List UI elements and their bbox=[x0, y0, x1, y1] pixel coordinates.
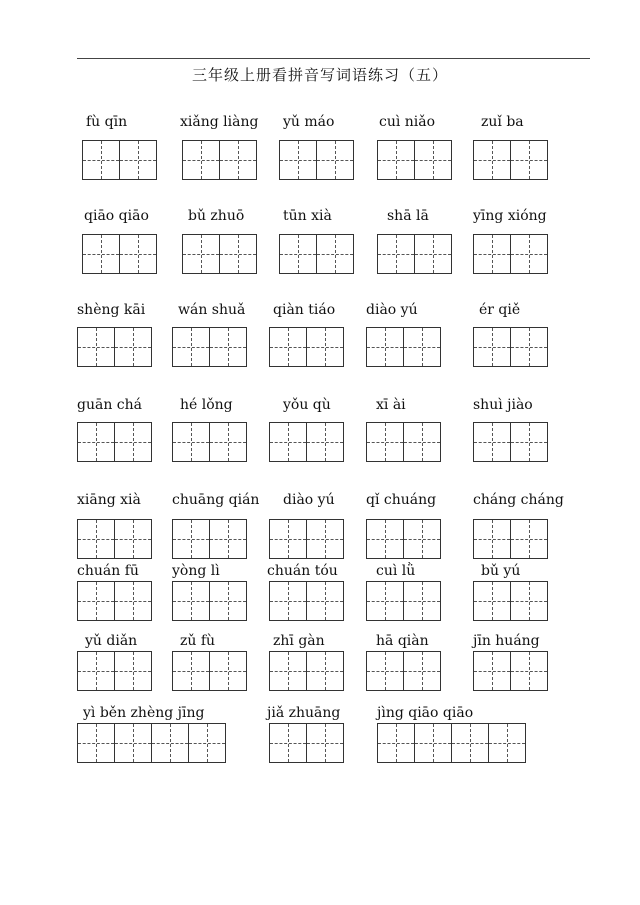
pinyin-label: cuì lǜ bbox=[376, 563, 416, 579]
writing-grid bbox=[473, 651, 548, 691]
tian-zi-cell[interactable] bbox=[82, 234, 120, 274]
pinyin-label: yòng lì bbox=[172, 563, 220, 579]
tian-zi-cell[interactable] bbox=[119, 140, 157, 180]
pinyin-label: chuāng qián bbox=[172, 492, 260, 508]
pinyin-label: guān chá bbox=[77, 397, 142, 413]
tian-zi-cell[interactable] bbox=[77, 327, 115, 367]
tian-zi-cell[interactable] bbox=[306, 519, 344, 559]
pinyin-label: ér qiě bbox=[479, 302, 521, 318]
writing-grid bbox=[82, 234, 157, 274]
tian-zi-cell[interactable] bbox=[182, 234, 220, 274]
tian-zi-cell[interactable] bbox=[510, 422, 548, 462]
pinyin-label: qǐ chuáng bbox=[366, 492, 437, 508]
tian-zi-cell[interactable] bbox=[188, 723, 226, 763]
writing-grid bbox=[473, 234, 548, 274]
tian-zi-cell[interactable] bbox=[414, 234, 452, 274]
pinyin-label: xiǎng liàng bbox=[180, 114, 259, 130]
tian-zi-cell[interactable] bbox=[306, 723, 344, 763]
tian-zi-cell[interactable] bbox=[269, 422, 307, 462]
tian-zi-cell[interactable] bbox=[316, 234, 354, 274]
pinyin-label: diào yú bbox=[366, 302, 418, 318]
writing-grid bbox=[279, 234, 354, 274]
header-rule bbox=[77, 58, 590, 59]
tian-zi-cell[interactable] bbox=[209, 651, 247, 691]
tian-zi-cell[interactable] bbox=[209, 327, 247, 367]
tian-zi-cell[interactable] bbox=[269, 723, 307, 763]
tian-zi-cell[interactable] bbox=[510, 327, 548, 367]
writing-grid bbox=[77, 327, 152, 367]
tian-zi-cell[interactable] bbox=[510, 581, 548, 621]
tian-zi-cell[interactable] bbox=[114, 723, 152, 763]
writing-grid bbox=[269, 519, 344, 559]
tian-zi-cell[interactable] bbox=[182, 140, 220, 180]
tian-zi-cell[interactable] bbox=[366, 651, 404, 691]
writing-grid bbox=[473, 581, 548, 621]
pinyin-label: fù qīn bbox=[86, 114, 128, 130]
tian-zi-cell[interactable] bbox=[473, 581, 511, 621]
writing-grid bbox=[77, 651, 152, 691]
tian-zi-cell[interactable] bbox=[510, 234, 548, 274]
writing-grid bbox=[377, 140, 452, 180]
tian-zi-cell[interactable] bbox=[451, 723, 489, 763]
tian-zi-cell[interactable] bbox=[114, 422, 152, 462]
tian-zi-cell[interactable] bbox=[114, 581, 152, 621]
tian-zi-cell[interactable] bbox=[77, 519, 115, 559]
writing-grid bbox=[279, 140, 354, 180]
writing-grid bbox=[77, 581, 152, 621]
pinyin-label: yǒu qù bbox=[283, 397, 331, 413]
pinyin-label: qiàn tiáo bbox=[273, 302, 336, 318]
pinyin-label: chuán tóu bbox=[267, 563, 338, 579]
tian-zi-cell[interactable] bbox=[414, 723, 452, 763]
writing-grid bbox=[269, 651, 344, 691]
writing-grid bbox=[172, 422, 247, 462]
pinyin-label: bǔ yú bbox=[481, 563, 521, 579]
tian-zi-cell[interactable] bbox=[172, 327, 210, 367]
tian-zi-cell[interactable] bbox=[172, 581, 210, 621]
tian-zi-cell[interactable] bbox=[316, 140, 354, 180]
writing-grid bbox=[182, 234, 257, 274]
tian-zi-cell[interactable] bbox=[151, 723, 189, 763]
writing-grid bbox=[366, 327, 441, 367]
pinyin-label: yì běn zhèng jīng bbox=[83, 705, 205, 721]
pinyin-label: zhī gàn bbox=[273, 633, 325, 649]
tian-zi-cell[interactable] bbox=[269, 327, 307, 367]
tian-zi-cell[interactable] bbox=[269, 519, 307, 559]
tian-zi-cell[interactable] bbox=[172, 651, 210, 691]
pinyin-label: xiāng xià bbox=[77, 492, 141, 508]
tian-zi-cell[interactable] bbox=[377, 234, 415, 274]
tian-zi-cell[interactable] bbox=[366, 422, 404, 462]
tian-zi-cell[interactable] bbox=[279, 140, 317, 180]
tian-zi-cell[interactable] bbox=[366, 519, 404, 559]
pinyin-label: jīn huáng bbox=[473, 633, 540, 649]
tian-zi-cell[interactable] bbox=[306, 422, 344, 462]
tian-zi-cell[interactable] bbox=[403, 327, 441, 367]
tian-zi-cell[interactable] bbox=[377, 140, 415, 180]
tian-zi-cell[interactable] bbox=[473, 234, 511, 274]
writing-grid bbox=[77, 422, 152, 462]
writing-grid bbox=[182, 140, 257, 180]
tian-zi-cell[interactable] bbox=[209, 422, 247, 462]
tian-zi-cell[interactable] bbox=[414, 140, 452, 180]
pinyin-label: jìng qiāo qiāo bbox=[377, 705, 474, 721]
tian-zi-cell[interactable] bbox=[510, 140, 548, 180]
tian-zi-cell[interactable] bbox=[473, 327, 511, 367]
writing-grid bbox=[473, 140, 548, 180]
pinyin-label: jiǎ zhuāng bbox=[267, 705, 341, 721]
tian-zi-cell[interactable] bbox=[114, 519, 152, 559]
tian-zi-cell[interactable] bbox=[172, 422, 210, 462]
writing-grid bbox=[473, 519, 548, 559]
tian-zi-cell[interactable] bbox=[366, 327, 404, 367]
pinyin-label: shèng kāi bbox=[77, 302, 146, 318]
tian-zi-cell[interactable] bbox=[219, 140, 257, 180]
tian-zi-cell[interactable] bbox=[114, 327, 152, 367]
pinyin-label: wán shuǎ bbox=[178, 302, 246, 318]
tian-zi-cell[interactable] bbox=[403, 519, 441, 559]
writing-grid bbox=[172, 651, 247, 691]
tian-zi-cell[interactable] bbox=[473, 422, 511, 462]
tian-zi-cell[interactable] bbox=[209, 519, 247, 559]
tian-zi-cell[interactable] bbox=[510, 519, 548, 559]
pinyin-label: chuán fū bbox=[77, 563, 139, 579]
pinyin-label: cuì niǎo bbox=[379, 114, 436, 130]
pinyin-label: yǔ diǎn bbox=[85, 633, 138, 649]
pinyin-label: shuì jiào bbox=[473, 397, 533, 413]
writing-grid bbox=[172, 581, 247, 621]
tian-zi-cell[interactable] bbox=[366, 581, 404, 621]
tian-zi-cell[interactable] bbox=[82, 140, 120, 180]
tian-zi-cell[interactable] bbox=[209, 581, 247, 621]
writing-grid bbox=[269, 581, 344, 621]
pinyin-label: yǔ máo bbox=[283, 114, 335, 130]
tian-zi-cell[interactable] bbox=[473, 140, 511, 180]
writing-grid bbox=[172, 519, 247, 559]
pinyin-label: qiāo qiāo bbox=[84, 208, 149, 224]
pinyin-label: xī ài bbox=[376, 397, 406, 413]
tian-zi-cell[interactable] bbox=[172, 519, 210, 559]
tian-zi-cell[interactable] bbox=[510, 651, 548, 691]
tian-zi-cell[interactable] bbox=[269, 581, 307, 621]
writing-grid bbox=[377, 234, 452, 274]
writing-grid bbox=[172, 327, 247, 367]
tian-zi-cell[interactable] bbox=[306, 651, 344, 691]
tian-zi-cell[interactable] bbox=[377, 723, 415, 763]
writing-grid bbox=[269, 327, 344, 367]
pinyin-label: zuǐ ba bbox=[481, 114, 524, 130]
tian-zi-cell[interactable] bbox=[77, 723, 115, 763]
writing-grid bbox=[269, 422, 344, 462]
writing-grid bbox=[77, 723, 226, 763]
tian-zi-cell[interactable] bbox=[403, 422, 441, 462]
pinyin-label: cháng cháng bbox=[473, 492, 564, 508]
tian-zi-cell[interactable] bbox=[306, 581, 344, 621]
tian-zi-cell[interactable] bbox=[114, 651, 152, 691]
tian-zi-cell[interactable] bbox=[219, 234, 257, 274]
page-title: 三年级上册看拼音写词语练习（五） bbox=[191, 66, 448, 84]
writing-grid bbox=[473, 422, 548, 462]
pinyin-label: shā lā bbox=[387, 208, 429, 224]
writing-grid bbox=[473, 327, 548, 367]
writing-grid bbox=[366, 651, 441, 691]
pinyin-label: hā qiàn bbox=[376, 633, 429, 649]
writing-grid bbox=[366, 422, 441, 462]
tian-zi-cell[interactable] bbox=[77, 581, 115, 621]
tian-zi-cell[interactable] bbox=[473, 651, 511, 691]
tian-zi-cell[interactable] bbox=[269, 651, 307, 691]
writing-grid bbox=[82, 140, 157, 180]
writing-grid bbox=[269, 723, 344, 763]
pinyin-label: tūn xià bbox=[283, 208, 332, 224]
tian-zi-cell[interactable] bbox=[279, 234, 317, 274]
pinyin-label: hé lǒng bbox=[180, 397, 233, 413]
tian-zi-cell[interactable] bbox=[488, 723, 526, 763]
tian-zi-cell[interactable] bbox=[119, 234, 157, 274]
tian-zi-cell[interactable] bbox=[306, 327, 344, 367]
writing-grid bbox=[366, 519, 441, 559]
tian-zi-cell[interactable] bbox=[403, 651, 441, 691]
pinyin-label: yīng xióng bbox=[473, 208, 547, 224]
tian-zi-cell[interactable] bbox=[473, 519, 511, 559]
writing-grid bbox=[77, 519, 152, 559]
writing-grid bbox=[377, 723, 526, 763]
tian-zi-cell[interactable] bbox=[77, 651, 115, 691]
tian-zi-cell[interactable] bbox=[77, 422, 115, 462]
writing-grid bbox=[366, 581, 441, 621]
tian-zi-cell[interactable] bbox=[403, 581, 441, 621]
pinyin-label: diào yú bbox=[283, 492, 335, 508]
pinyin-label: zǔ fù bbox=[180, 633, 216, 649]
pinyin-label: bǔ zhuō bbox=[188, 208, 245, 224]
